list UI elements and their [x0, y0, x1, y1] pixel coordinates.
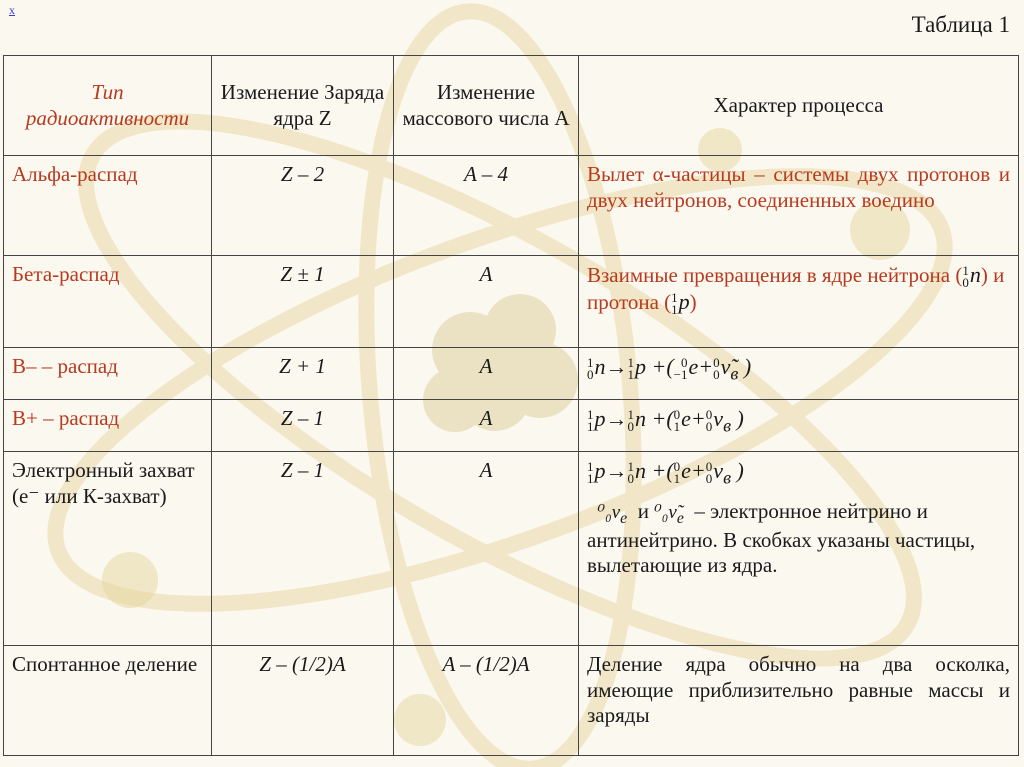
- header-type: Тип радиоактивности: [4, 56, 212, 156]
- row-mass: A: [394, 452, 579, 646]
- header-charge: Изменение Заряда ядра Z: [212, 56, 394, 156]
- proton-symbol: 1 1 p: [671, 288, 690, 317]
- desc-part: Взаимные превращения в ядре нейтрона (: [587, 263, 963, 287]
- table-row: [4, 452, 1019, 646]
- row-mass: A – 4: [394, 156, 579, 256]
- row-type: B+ – распад: [4, 400, 212, 452]
- neutrino-note: [587, 499, 1010, 579]
- neutron-symbol: 1 0 n: [962, 262, 981, 290]
- table-title: Таблица 1: [911, 12, 1010, 37]
- row-charge: Z – 1: [212, 452, 394, 646]
- row-mass: A: [394, 400, 579, 452]
- row-process: [579, 256, 1019, 348]
- table-row: [4, 256, 1019, 348]
- row-type: Электронный захват (е⁻ или К-захват): [4, 452, 212, 646]
- beta-plus-formula: 1 1 p→ 1 0 n +( 0 1 e+ 0 0 $\nu_в$ ): [587, 406, 744, 436]
- row-process: [579, 452, 1019, 646]
- header-process: Характер процесса: [579, 56, 1019, 156]
- row-charge: Z + 1: [212, 348, 394, 400]
- desc-part: ): [689, 289, 697, 314]
- row-process: Вылет α-частицы – системы двух протонов и двух нейтронов, соединенных воедино: [579, 156, 1019, 256]
- header-mass: Изменение массового числа A: [394, 56, 579, 156]
- table-row: [4, 400, 1019, 452]
- table-row: [4, 156, 1019, 256]
- row-charge: Z – (1/2)A: [212, 646, 394, 756]
- table-row: [4, 646, 1019, 756]
- row-mass: A: [394, 256, 579, 348]
- note-text: – электронное нейтрино и антинейтрино. В скобках указаны частицы, вылетающие из ядра.: [587, 498, 976, 578]
- table-row: [4, 348, 1019, 400]
- header-row: [4, 56, 1019, 156]
- row-charge: Z – 1: [212, 400, 394, 452]
- row-type: B– – распад: [4, 348, 212, 400]
- row-type: Спонтанное деление: [4, 646, 212, 756]
- close-link[interactable]: x: [9, 3, 15, 17]
- row-mass: A – (1/2)A: [394, 646, 579, 756]
- row-process: Деление ядра обычно на два осколка, имеющие приблизительно равные массы и заряды: [579, 646, 1019, 756]
- radioactivity-table: [3, 55, 1019, 756]
- row-process: [579, 400, 1019, 452]
- row-type: Бета-распад: [4, 256, 212, 348]
- row-type: Альфа-распад: [4, 156, 212, 256]
- row-charge: Z – 2: [212, 156, 394, 256]
- row-charge: Z ± 1: [212, 256, 394, 348]
- antineutrino-symbol: $^0_0\nũ_e$: [654, 501, 684, 527]
- row-mass: A: [394, 348, 579, 400]
- electron-capture-formula: 1 1 p→ 1 0 n +( 0 1 e+ 0 0 $\nu_в$ ): [587, 458, 744, 488]
- beta-minus-formula: 1 0 n→ 1 1 p +( 0 −1 e+ 0 0 $\nũ_в$ ): [587, 354, 752, 384]
- note-and: и: [637, 498, 649, 523]
- neutrino-symbol: $^0_0\nu_e$: [597, 501, 628, 527]
- row-process: [579, 348, 1019, 400]
- desc-part: ) и протона (: [587, 263, 1005, 314]
